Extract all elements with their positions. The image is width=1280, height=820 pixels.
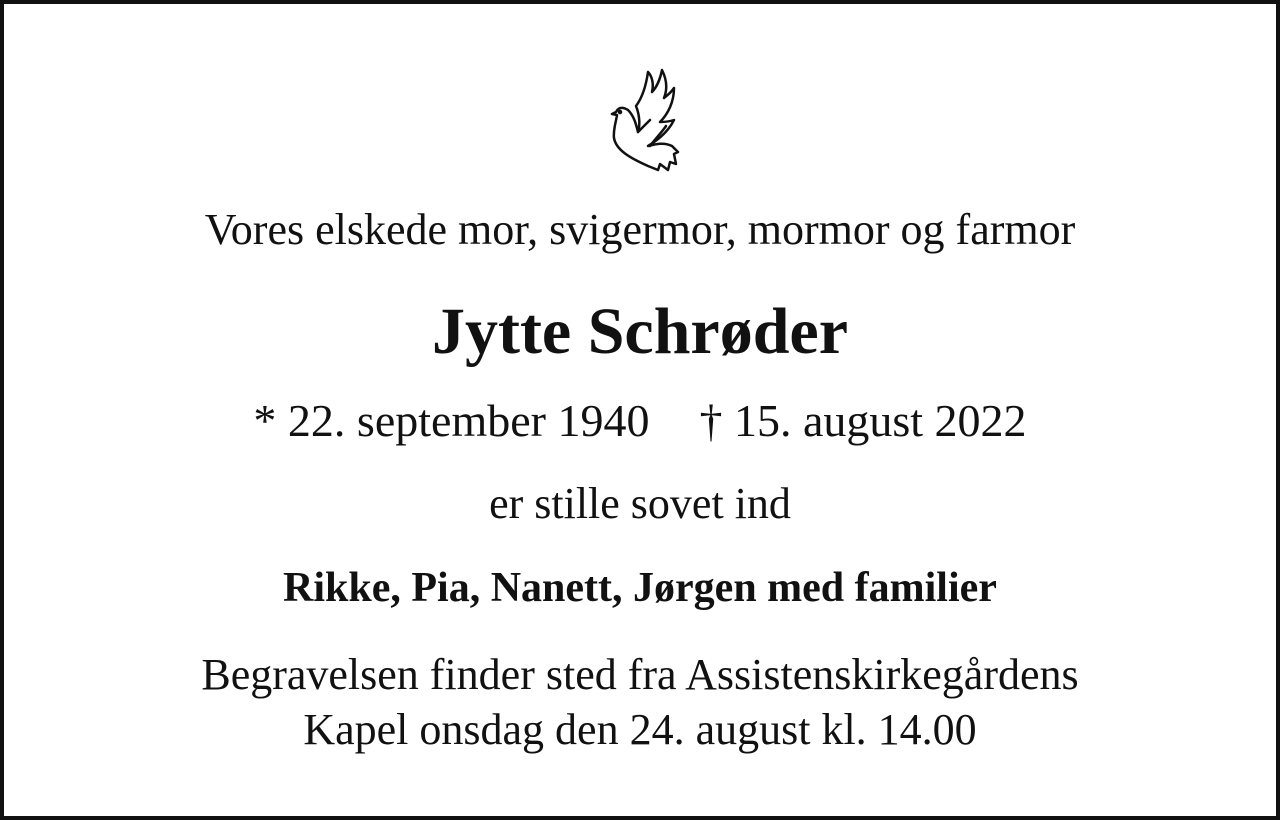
passing-text: er stille sovet ind [489, 479, 791, 528]
funeral-info-line2: Kapel onsdag den 24. august kl. 14.00 [303, 705, 977, 754]
intro-text: Vores elskede mor, svigermor, mormor og farmor [204, 205, 1076, 254]
dove-icon [608, 66, 680, 176]
deceased-name: Jytte Schrøder [431, 295, 849, 368]
birth-date: * 22. september 1940 [253, 395, 650, 446]
family-names: Rikke, Pia, Nanett, Jørgen med familier [283, 565, 997, 611]
death-date: † 15. august 2022 [699, 395, 1027, 446]
dates [4, 394, 1276, 447]
funeral-info-line1: Begravelsen finder sted fra Assistenskirkegårdens [201, 650, 1079, 699]
